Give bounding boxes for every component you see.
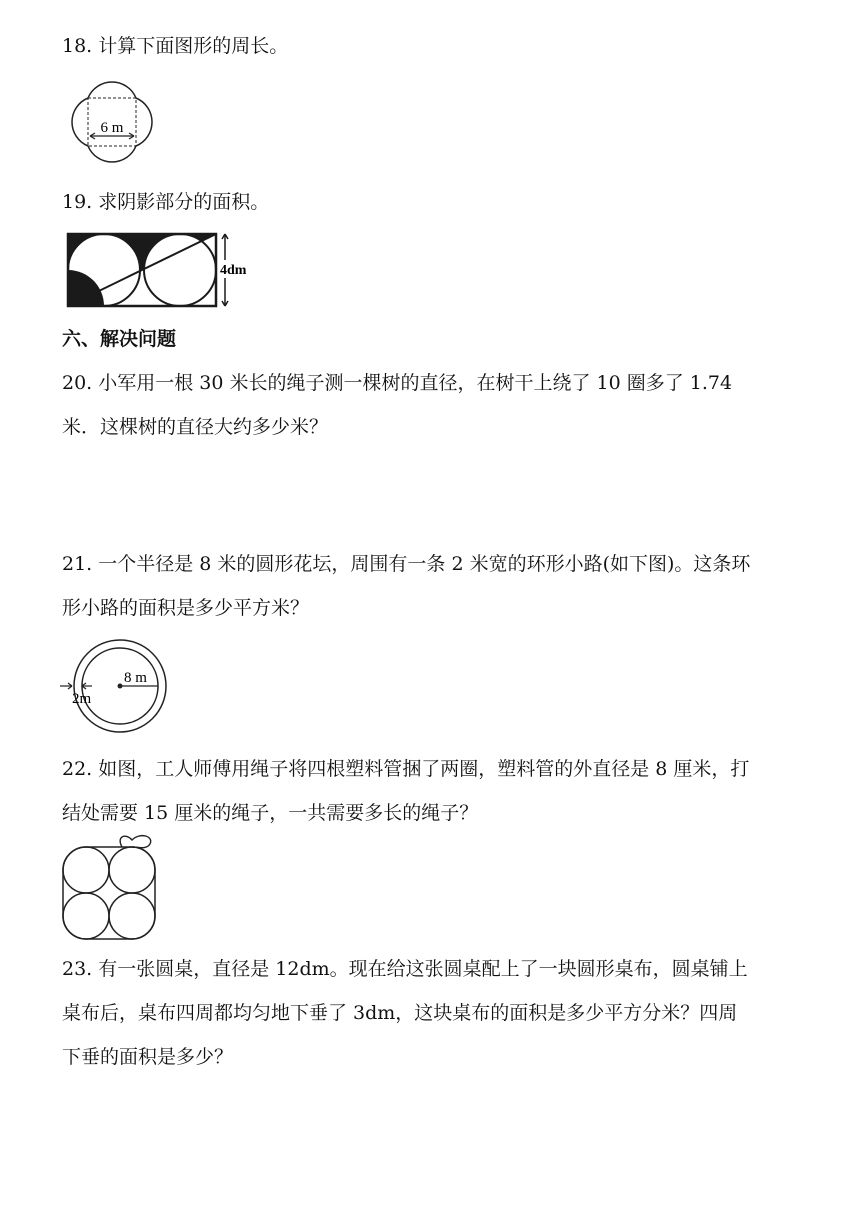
q23-line3: 下垂的面积是多少？ [62,1046,234,1068]
q19-figure [62,228,262,310]
q21-line2: 形小路的面积是多少平方米？ [62,597,310,619]
q21-line1: 21. 一个半径是 8 米的圆形花坛，周围有一条 2 米宽的环形小路(如下图)。这条环 [62,553,751,575]
q20-line2: 米．这棵树的直径大约多少米？ [62,416,329,438]
section-heading: 六、解决问题 [62,328,177,350]
q21-width-label: 2m [72,691,92,707]
q21-radius-label: 8 m [124,670,147,686]
q22-knot [120,836,151,848]
q20-line1: 20. 小军用一根 30 米长的绳子测一棵树的直径，在树干上绕了 10 圈多了 1.74 [62,372,733,394]
q22-rope [63,847,155,939]
q23-line1: 23. 有一张圆桌，直径是 12dm。现在给这张圆桌配上了一块圆形桌布，圆桌铺上 [62,958,748,980]
q19-text: 19. 求阴影部分的面积。 [62,191,270,213]
q22-figure [58,834,162,946]
q23-line2: 桌布后，桌布四周都均匀地下垂了 3dm，这块桌布的面积是多少平方分米？四周 [62,1002,738,1024]
q22-line2: 结处需要 15 厘米的绳子，一共需要多长的绳子？ [62,802,479,824]
q18-text: 18. 计算下面图形的周长。 [62,35,289,57]
q21-figure [58,637,174,737]
q18-figure [58,70,170,176]
q18-label: 6 m [100,120,124,136]
q22-line1: 22. 如图，工人师傅用绳子将四根塑料管捆了两圈，塑料管的外直径是 8 厘米，打 [62,758,750,780]
q19-label: 4dm [220,263,247,278]
